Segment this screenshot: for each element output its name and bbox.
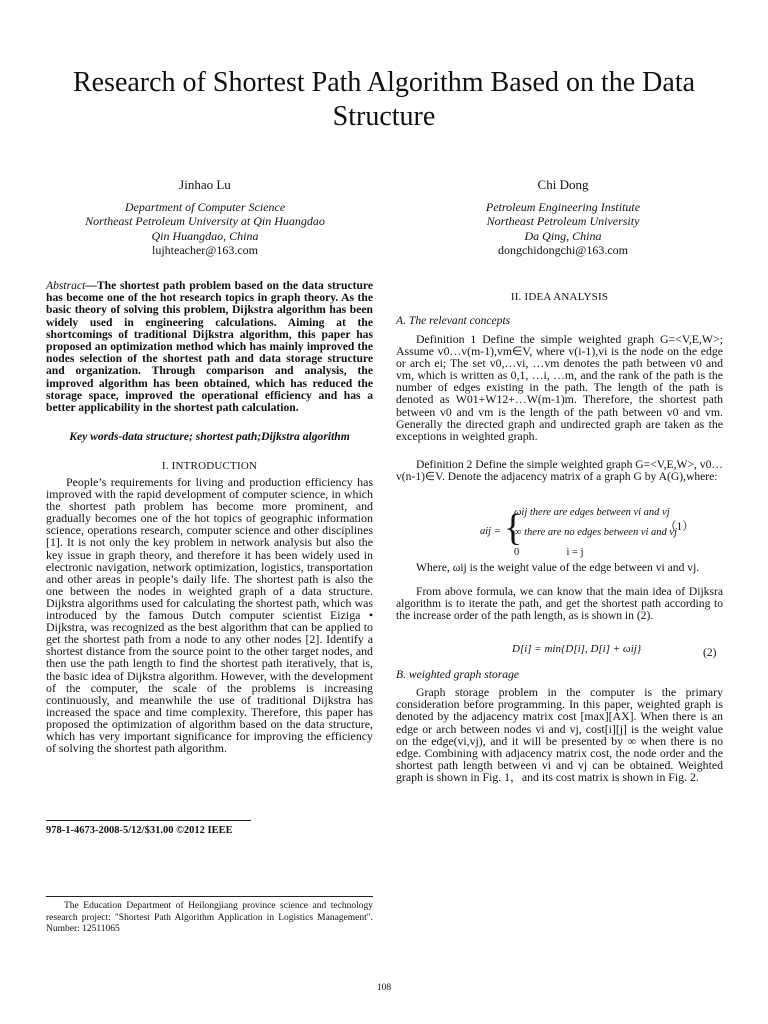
where-text: Where, ωij is the weight value of the edge between vi and vj. — [416, 561, 700, 574]
footnote-rule — [46, 896, 373, 897]
definition-1: Definition 1 Define the simple weighted graph G=<V,E,W>; Assume v0…v(m-1),vm∈V, where v(i-1),vi is the node on the edge or arch ei; The set v0,…vi, …vm denotes the path between v0 and vm, which is written as 0,1, …i, …m, and the rank of the path is the number of edges existing in the path. The length of the path is denoted as W01+W12+…W(m-1)m. Therefore, the shortest path between v0 and vm is the length of the path between v0 and vm. Generally the directed graph and undirected graph are taken as the exceptions in weighted graph. — [396, 332, 723, 443]
section-heading-idea-analysis: II. IDEA ANALYSIS — [510, 291, 609, 303]
formula-explanation: From above formula, we can know that the main idea of Dijksra algorithm is to iterate the path, and get the shortest path according to the increase order of the path length, as is shown in (2). — [396, 585, 723, 623]
keywords: Key words-data structure; shortest path;Dijkstra algorithm — [69, 430, 350, 443]
introduction-text: People’s requirements for living and production efficiency has improved with the rapid development of computer science, in which the shortest path problem has become more prominent, and gradually becomes one of the hot topics of geographic information science, operations research, computer science and other disciplines [1]. It is not only the key problem in network analysis but also the key issue in graph theory, and therefore it has been widely used in electronic navigation, network optimization, logistics, transportation and other areas in people’s daily life. The shortest path is also the one between the nodes in weighted graph of a data structure. Dijkstra algorithms used for calculating the shortest path, which was introduced by the famous Dutch computer scientist Eiziga • Dijkstra, was recognized as the best algorithm that can be applied to get the shortest path from a node to any other nodes [2]. Identify a shortest distance from the source point to the other target nodes, and then use the path length to find the shortest path iteratively, that is, the basic idea of Dijkstra algorithm. However, with the development of the computer, the scale of the problems is increasing continuously, and meanwhile the use of traditional Dijkstra has increased the space and time complexity. Therefore, this paper has proposed the optimization of algorithm based on the data structure, which has very important significance for improving the efficiency of solving the shortest path algorithm. — [46, 475, 373, 756]
equation-1-case-3: 0 i = j — [514, 547, 584, 558]
page-number: 108 — [376, 983, 392, 993]
equation-1-brace: { — [504, 507, 523, 549]
section-heading-introduction: I. INTRODUCTION — [161, 460, 258, 472]
author-block-1 — [40, 178, 370, 258]
equation-1 — [480, 505, 725, 561]
equation-1-number: （1） — [665, 521, 694, 533]
abstract-text: —The shortest path problem based on the data structure has become one of the hot research topics in graph theory. As the basic theory of solving this problem, Dijkstra algorithm has been widely used in engineering calculations. Aiming at the shortcomings of traditional Dijkstra algorithm, this paper has proposed an optimization method which has mainly improved the nodes selection of the shortest path and data storage structure and organization. Through comparison and analysis, the improved algorithm has been obtained, which has reduced the storage space, improved the operational efficiency and has a better applicability in the shortest path calculation. — [46, 279, 373, 415]
author-univ: Northeast Petroleum University at Qin Huangdao — [85, 214, 325, 228]
equation-1-case-2: ∞ there are no edges between vi and vj — [514, 527, 677, 538]
definition-2: Definition 2 Define the simple weighted graph G=<V,E,W>, v0…v(n-1)∈V. Denote the adjacency matrix of a graph G by A(G),where: — [396, 458, 723, 484]
equation-2-number: (2) — [703, 647, 717, 659]
equation-2: D[i] = min{D[i], D[i] + ωij} — [512, 643, 642, 655]
paper-title: Research of Shortest Path Algorithm Based on the Data Structure — [72, 67, 696, 132]
author-dept: Department of Computer Science — [124, 199, 286, 214]
author-email: lujhteacher@163.com — [151, 243, 258, 257]
author-name: Chi Dong — [537, 177, 589, 192]
subsection-relevant-concepts: A. The relevant concepts — [396, 314, 511, 327]
author-email: dongchidongchi@163.com — [497, 243, 629, 257]
abstract — [46, 280, 373, 414]
isbn-rule — [46, 820, 251, 821]
author-block-2 — [398, 178, 728, 258]
author-univ: Northeast Petroleum University — [486, 214, 640, 228]
abstract-lead: Abstract — [46, 279, 86, 292]
equation-1-lhs: aij = — [480, 526, 501, 537]
copyright-line: 978-1-4673-2008-5/12/$31.00 ©2012 IEEE — [46, 825, 233, 836]
author-dept: Petroleum Engineering Institute — [485, 199, 641, 214]
author-city: Qin Huangdao, China — [151, 228, 259, 243]
subsection-weighted-graph-storage: B. weighted graph storage — [396, 668, 520, 681]
equation-1-case-1: ωij there are edges between vi and vj — [514, 507, 670, 518]
storage-text: Graph storage problem in the computer is the primary consideration before programming. In this paper, weighted graph is denoted by the adjacency matrix cost [max][AX]. When there is an edge or arch between nodes vi and vj, cost[i][j] is the weight value on the edge(vi,vj), and it will be presented by ∞ when there is no edge. Combining with adjacency matrix cost, the node order and the shortest path length between vi and vj can be obtained. Weighted graph is shown in Fig. 1，and its cost matrix is shown in Fig. 2. — [396, 685, 723, 785]
footnote: The Education Department of Heilongjiang province science and technology research project: "Shortest Path Algorithm Application in Logistics Management". Number: 12511065 — [46, 901, 373, 934]
author-city: Da Qing, China — [524, 228, 602, 243]
author-name: Jinhao Lu — [179, 177, 231, 192]
